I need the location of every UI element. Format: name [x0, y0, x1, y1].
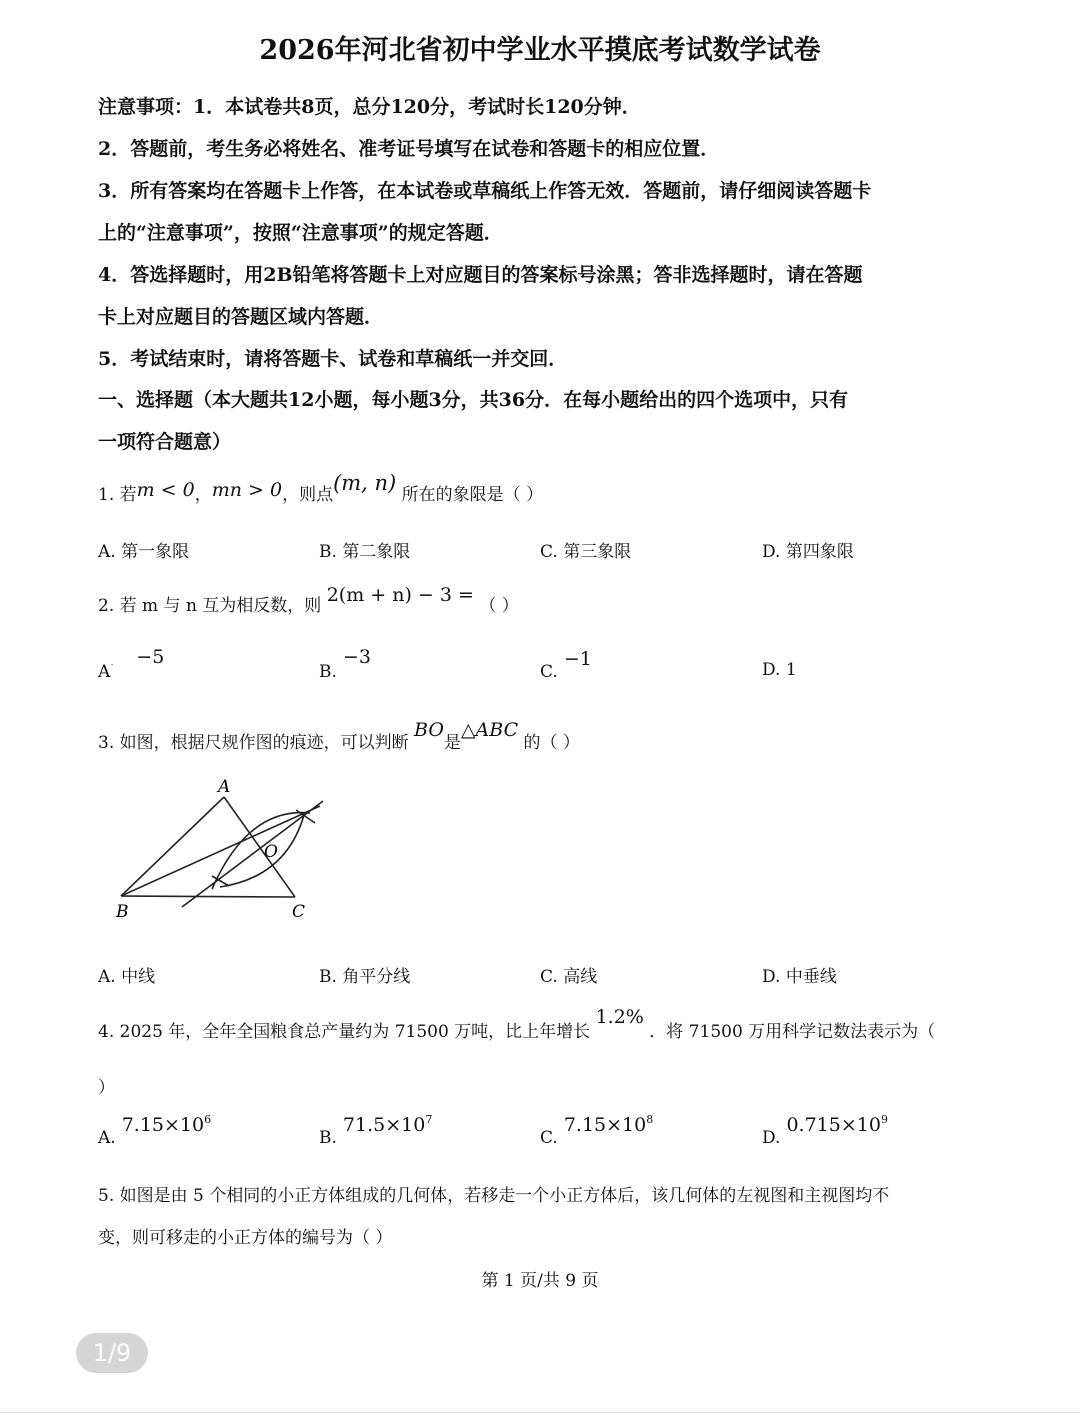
q1-suffix: 所在的象限是（ ） — [401, 485, 544, 505]
q3-triangle: △ABC — [460, 719, 519, 741]
notice-line-6: 卡上对应题目的答题区域内答题． — [98, 306, 384, 328]
side-ac — [224, 797, 295, 897]
vertex-label-c: C — [292, 902, 306, 922]
q1-option-d[interactable] — [762, 537, 854, 562]
option-label: A. — [98, 967, 116, 987]
q3-option-c[interactable] — [540, 962, 597, 987]
option-label: D. — [762, 660, 781, 680]
q1-prefix: 1. 若 — [98, 485, 137, 505]
q3-prefix: 3. 如图，根据尺规作图的痕迹，可以判断 — [98, 733, 409, 753]
option-label: D. — [762, 967, 781, 987]
q1-condition-1: m < 0 — [136, 479, 195, 501]
question-1 — [98, 471, 544, 505]
option-dot: ． — [110, 654, 123, 668]
option-exponent: 6 — [204, 1113, 212, 1126]
q2-option-c[interactable] — [540, 648, 592, 682]
option-label: A — [98, 662, 111, 682]
option-text: 第三象限 — [563, 542, 632, 562]
option-text: −1 — [563, 648, 592, 670]
side-ab — [121, 797, 224, 896]
option-text: 第四象限 — [785, 542, 854, 562]
option-text: 中垂线 — [785, 967, 837, 987]
q2-expression: 2(m + n) − 3 = — [326, 584, 474, 606]
option-exponent: 7 — [425, 1113, 433, 1126]
section-header-line-2: 一项符合题意） — [98, 431, 232, 453]
point-label-o: O — [264, 842, 278, 862]
option-text: 高线 — [563, 967, 598, 987]
option-label: A. — [98, 1128, 116, 1148]
q1-condition-2: mn > 0 — [211, 479, 283, 501]
q4-close-paren: ） — [98, 1078, 115, 1098]
question-4 — [98, 1006, 936, 1042]
option-exponent: 9 — [880, 1113, 888, 1126]
q1-option-a[interactable] — [98, 537, 189, 562]
section-header-line-1: 一、选择题（本大题共12小题，每小题3分，共36分．在每小题给出的四个选项中，只有 — [98, 389, 849, 411]
exam-title: 2026年河北省初中学业水平摸底考试数学试卷 — [259, 35, 821, 66]
option-label: D. — [762, 542, 781, 562]
page-footer: 第 1 页/共 9 页 — [481, 1271, 599, 1291]
construction-arc-upper — [212, 813, 310, 889]
q2-prefix: 2. 若 m 与 n 互为相反数，则 — [98, 596, 322, 616]
q3-mid: 是 — [443, 733, 461, 753]
q3-segment: BO — [414, 719, 444, 741]
option-text: −5 — [136, 646, 165, 668]
q3-suffix: 的（ ） — [523, 733, 580, 753]
option-text: −3 — [342, 646, 371, 668]
option-label: C. — [540, 662, 558, 682]
q2-option-b[interactable] — [319, 646, 371, 682]
option-text: 1 — [785, 660, 797, 680]
option-exponent: 8 — [646, 1113, 654, 1126]
page-indicator: 1/9 — [76, 1333, 148, 1373]
notice-line-4: 上的“注意事项”，按照“注意事项”的规定答题． — [98, 222, 503, 244]
vertex-label-b: B — [116, 902, 129, 922]
option-base: 7.15×10 — [563, 1114, 647, 1136]
option-text: 第二象限 — [342, 542, 411, 562]
q4-percent: 1.2% — [595, 1006, 644, 1028]
option-label: B. — [319, 967, 337, 987]
side-bc — [121, 896, 295, 897]
option-label: C. — [540, 967, 558, 987]
q2-option-a[interactable] — [98, 646, 165, 682]
option-label: D. — [762, 1128, 781, 1148]
q3-geometry-figure — [108, 775, 338, 925]
q2-suffix: （ ） — [479, 596, 519, 616]
question-3 — [98, 719, 580, 753]
bisector-bo — [121, 806, 320, 896]
option-label: A. — [98, 542, 116, 562]
option-label: C. — [540, 542, 558, 562]
notice-line-3: 3．所有答案均在答题卡上作答，在本试卷或草稿纸上作答无效．答题前，请仔细阅读答题卡 — [98, 180, 872, 202]
q3-option-d[interactable] — [762, 962, 837, 987]
notice-line-5: 4．答选择题时，用2B铅笔将答题卡上对应题目的答案标号涂黑；答非选择题时，请在答题 — [98, 264, 863, 286]
option-label: B. — [319, 542, 337, 562]
option-label: C. — [540, 1128, 558, 1148]
option-text: 中线 — [121, 967, 156, 987]
bottom-divider — [0, 1412, 1080, 1413]
option-base: 7.15×10 — [121, 1114, 205, 1136]
q1-separator: ， — [194, 485, 212, 505]
option-label: B. — [319, 662, 337, 682]
q1-mid: ，则点 — [282, 485, 334, 505]
question-5-line-1: 5. 如图是由 5 个相同的小正方体组成的几何体，若移走一个小正方体后，该几何体的左视图和主视图均不 — [98, 1186, 890, 1206]
q3-option-b[interactable] — [319, 962, 410, 987]
q1-option-b[interactable] — [319, 537, 410, 562]
notice-line-1: 注意事项：1．本试卷共8页，总分120分，考试时长120分钟． — [98, 96, 641, 118]
q4-suffix: ．将 71500 万用科学记数法表示为（ — [649, 1022, 936, 1042]
q3-option-a[interactable] — [98, 962, 155, 987]
question-2 — [98, 584, 519, 616]
q4-prefix: 4. 2025 年，全年全国粮食总产量约为 71500 万吨，比上年增长 — [98, 1022, 591, 1042]
option-text: 第一象限 — [121, 542, 190, 562]
q2-option-d[interactable] — [762, 660, 797, 680]
option-base: 71.5×10 — [342, 1114, 426, 1136]
question-5-line-2: 变，则可移走的小正方体的编号为（ ） — [98, 1228, 393, 1248]
q1-option-c[interactable] — [540, 537, 631, 562]
notice-line-7: 5．考试结束时，请将答题卡、试卷和草稿纸一并交回． — [98, 348, 568, 370]
option-text: 角平分线 — [342, 967, 411, 987]
vertex-label-a: A — [218, 777, 231, 797]
q1-point: (m, n) — [333, 471, 397, 495]
option-base: 0.715×10 — [786, 1114, 881, 1136]
option-label: B. — [319, 1128, 337, 1148]
notice-line-2: 2．答题前，考生务必将姓名、准考证号填写在试卷和答题卡的相应位置． — [98, 138, 720, 160]
